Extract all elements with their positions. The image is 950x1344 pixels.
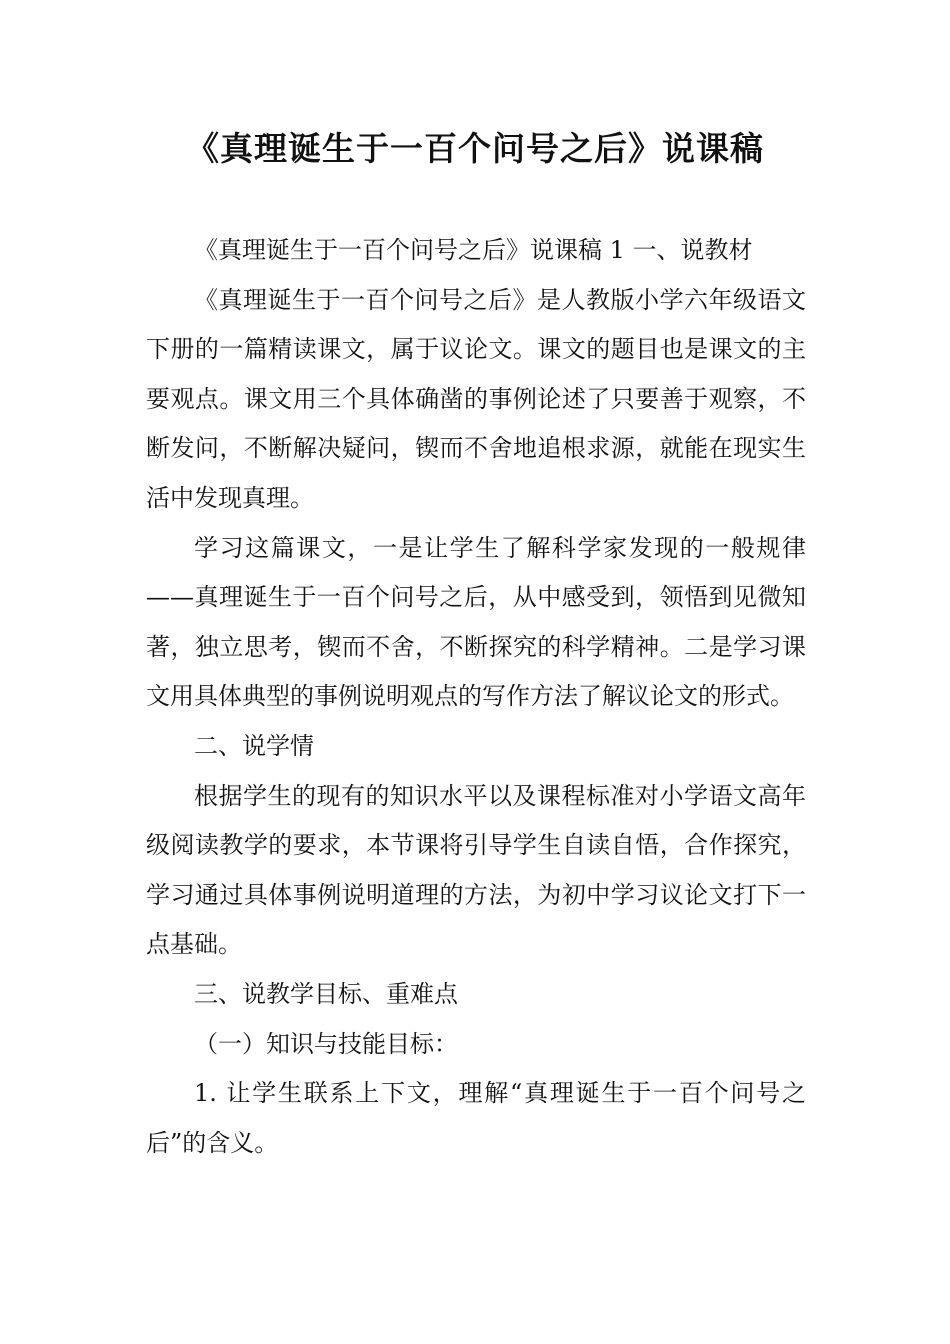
subheading-knowledge-goals: （一）知识与技能目标： [194, 1029, 458, 1058]
paragraph-students: 根据学生的现有的知识水平以及课程标准对小学语文高年级阅读教学的要求，本节课将引导学生自读自悟，合作探究，学习通过具体事例说明道理的方法，为初中学习议论文打下一点基础。 [146, 781, 806, 959]
paragraph-goal-1: 1. 让学生联系上下文，理解“真理诞生于一百个问号之后”的含义。 [146, 1079, 806, 1157]
paragraph-learning-purpose: 学习这篇课文，一是让学生了解科学家发现的一般规律——真理诞生于一百个问号之后，从中感受到，领悟到见微知著，独立思考，锲而不舍，不断探究的科学精神。二是学习课文用具体典型的事例说明观点的写作方法了解议论文的形式。 [146, 533, 806, 711]
section-heading-goals: 三、说教学目标、重难点 [194, 979, 458, 1008]
section-heading-students: 二、说学情 [194, 731, 314, 760]
paragraph-textbook-intro: 《真理诞生于一百个问号之后》是人教版小学六年级语文下册的一篇精读课文，属于议论文。课文的题目也是课文的主要观点。课文用三个具体确凿的事例论述了只要善于观察，不断发问，不断解决疑问，锲而不舍地追根求源，就能在现实生活中发现真理。 [146, 285, 806, 512]
paragraph-heading-teaching-material: 《真理诞生于一百个问号之后》说课稿 1 一、说教材 [194, 236, 753, 264]
document-title: 《真理诞生于一百个问号之后》说课稿 [186, 129, 764, 168]
document-body [146, 226, 806, 1168]
